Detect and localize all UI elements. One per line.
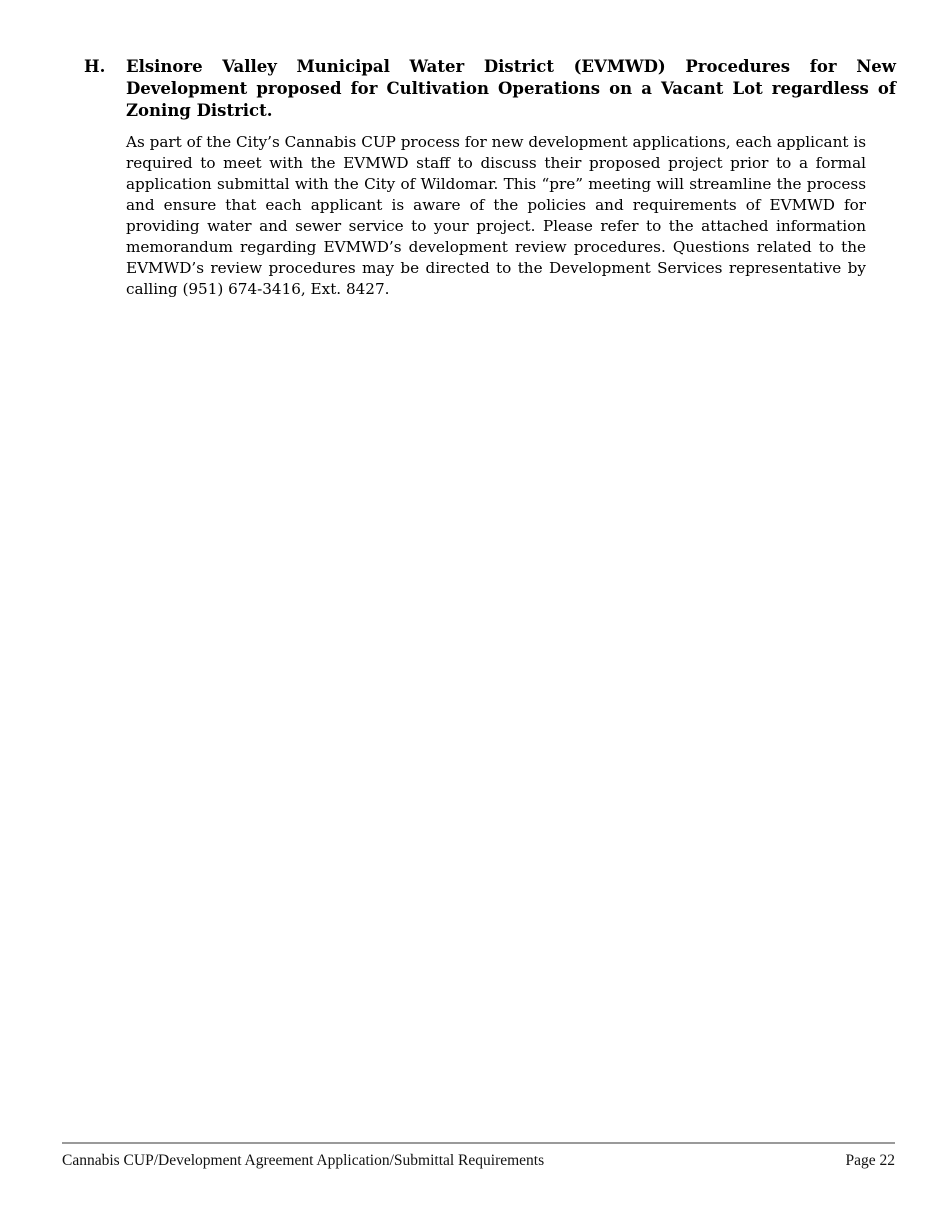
section-h (84, 56, 896, 300)
section-letter: H. (84, 57, 106, 76)
page-footer (62, 1151, 895, 1171)
footer-page-number: Page 22 (845, 1152, 895, 1169)
section-title: Elsinore Valley Municipal Water District (EVMWD) Procedures for New Development proposed for Cultivation Operations on a Vacant Lot regardless of Zoning District. (126, 57, 896, 120)
footer-divider (62, 1142, 895, 1144)
section-body-paragraph: As part of the City’s Cannabis CUP process for new development applications, each applicant is required to meet with the EVMWD staff to discuss their proposed project prior to a formal application submittal with the City of Wildomar. This “pre” meeting will streamline the process and ensure that each applicant is aware of the policies and requirements of EVMWD for providing water and sewer service to your project. Please refer to the attached information memorandum regarding EVMWD’s development review procedures. Questions related to the EVMWD’s review procedures may be directed to the Development Services representative by calling (951) 674-3416, Ext. 8427. (126, 133, 866, 298)
section-heading (84, 56, 896, 122)
footer-document-title: Cannabis CUP/Development Agreement Application/Submittal Requirements (62, 1152, 545, 1169)
